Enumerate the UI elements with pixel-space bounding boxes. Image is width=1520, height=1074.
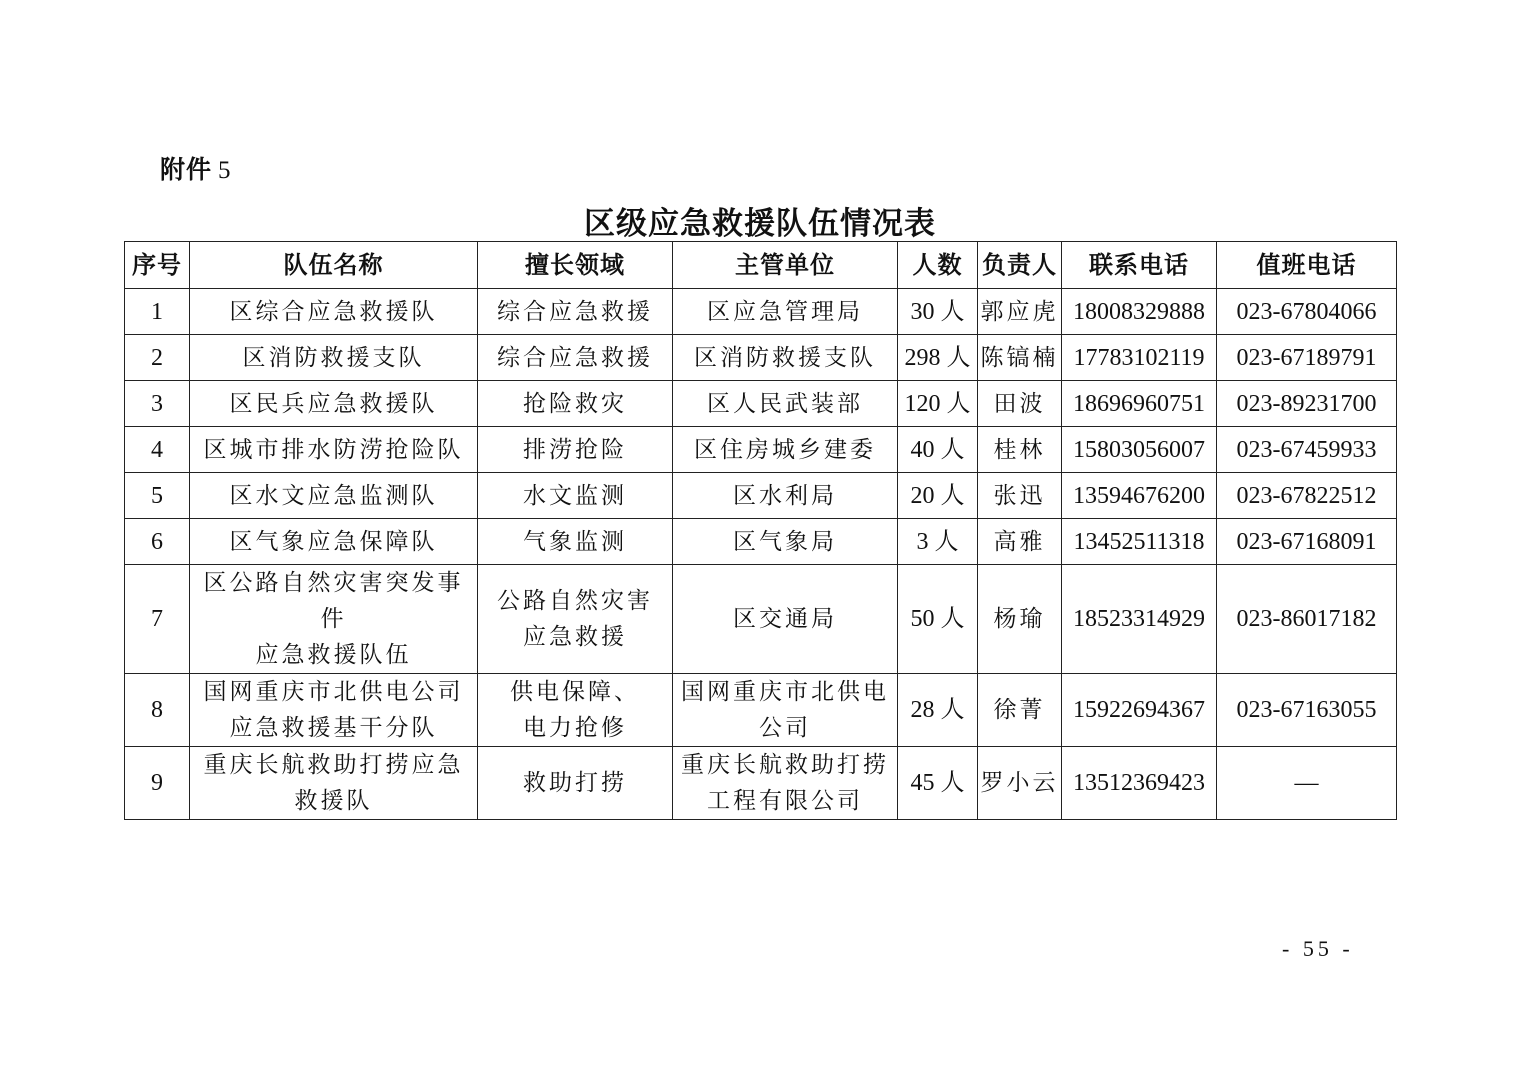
cell-no: 1: [125, 289, 190, 335]
cell-no: 2: [125, 335, 190, 381]
attachment-label-text: 附件: [160, 155, 213, 184]
cell-no: 3: [125, 381, 190, 427]
header-cell-unit: 主管单位: [673, 242, 898, 289]
table-row: [125, 565, 1397, 674]
cell-leader: 高雅: [978, 519, 1062, 565]
cell-team-name: 重庆长航救助打捞应急 救援队: [190, 747, 478, 820]
cell-duty-phone: —: [1217, 747, 1397, 820]
cell-specialty: 救助打捞: [478, 747, 673, 820]
cell-duty-phone: 023-86017182: [1217, 565, 1397, 674]
cell-no: 8: [125, 674, 190, 747]
table-row: [125, 381, 1397, 427]
attachment-label: [160, 150, 232, 186]
header-cell-phone: 联系电话: [1062, 242, 1217, 289]
header-cell-team: 队伍名称: [190, 242, 478, 289]
cell-contact-phone: 18696960751: [1062, 381, 1217, 427]
cell-headcount: 298 人: [898, 335, 978, 381]
cell-team-name: 区民兵应急救援队: [190, 381, 478, 427]
cell-managing-unit: 区住房城乡建委: [673, 427, 898, 473]
page-number: - 55 -: [1282, 936, 1354, 961]
cell-no: 6: [125, 519, 190, 565]
table-title: 区级应急救援队伍情况表: [584, 206, 936, 242]
cell-contact-phone: 15803056007: [1062, 427, 1217, 473]
cell-managing-unit: 区气象局: [673, 519, 898, 565]
cell-contact-phone: 15922694367: [1062, 674, 1217, 747]
cell-leader: 陈镐楠: [978, 335, 1062, 381]
cell-specialty: 供电保障、 电力抢修: [478, 674, 673, 747]
header-cell-leader: 负责人: [978, 242, 1062, 289]
cell-duty-phone: 023-67163055: [1217, 674, 1397, 747]
cell-specialty: 综合应急救援: [478, 289, 673, 335]
table-row: [125, 289, 1397, 335]
cell-managing-unit: 区交通局: [673, 565, 898, 674]
header-cell-duty-phone: 值班电话: [1217, 242, 1397, 289]
cell-leader: 田波: [978, 381, 1062, 427]
cell-team-name: 区综合应急救援队: [190, 289, 478, 335]
cell-leader: 杨瑜: [978, 565, 1062, 674]
cell-headcount: 50 人: [898, 565, 978, 674]
cell-team-name: 区气象应急保障队: [190, 519, 478, 565]
cell-leader: 郭应虎: [978, 289, 1062, 335]
table-row: [125, 335, 1397, 381]
cell-managing-unit: 区水利局: [673, 473, 898, 519]
table-row: [125, 674, 1397, 747]
cell-headcount: 30 人: [898, 289, 978, 335]
cell-duty-phone: 023-67459933: [1217, 427, 1397, 473]
table-body: [125, 289, 1397, 820]
header-cell-field: 擅长领域: [478, 242, 673, 289]
cell-contact-phone: 18523314929: [1062, 565, 1217, 674]
cell-specialty: 水文监测: [478, 473, 673, 519]
cell-specialty: 综合应急救援: [478, 335, 673, 381]
cell-managing-unit: 重庆长航救助打捞 工程有限公司: [673, 747, 898, 820]
cell-headcount: 40 人: [898, 427, 978, 473]
table-row: [125, 473, 1397, 519]
cell-no: 5: [125, 473, 190, 519]
cell-managing-unit: 区消防救援支队: [673, 335, 898, 381]
cell-contact-phone: 13594676200: [1062, 473, 1217, 519]
cell-leader: 张迅: [978, 473, 1062, 519]
header-cell-count: 人数: [898, 242, 978, 289]
cell-headcount: 120 人: [898, 381, 978, 427]
cell-duty-phone: 023-67804066: [1217, 289, 1397, 335]
cell-team-name: 国网重庆市北供电公司 应急救援基干分队: [190, 674, 478, 747]
attachment-number: 5: [218, 157, 232, 184]
cell-contact-phone: 13512369423: [1062, 747, 1217, 820]
cell-headcount: 20 人: [898, 473, 978, 519]
cell-team-name: 区公路自然灾害突发事件 应急救援队伍: [190, 565, 478, 674]
header-cell-no: 序号: [125, 242, 190, 289]
table-header-row: [125, 242, 1397, 289]
cell-duty-phone: 023-67189791: [1217, 335, 1397, 381]
cell-contact-phone: 17783102119: [1062, 335, 1217, 381]
rescue-teams-table: [124, 241, 1397, 820]
cell-duty-phone: 023-67168091: [1217, 519, 1397, 565]
cell-duty-phone: 023-67822512: [1217, 473, 1397, 519]
cell-headcount: 28 人: [898, 674, 978, 747]
cell-managing-unit: 国网重庆市北供电 公司: [673, 674, 898, 747]
cell-specialty: 抢险救灾: [478, 381, 673, 427]
cell-contact-phone: 13452511318: [1062, 519, 1217, 565]
table-row: [125, 747, 1397, 820]
cell-team-name: 区水文应急监测队: [190, 473, 478, 519]
cell-specialty: 公路自然灾害 应急救援: [478, 565, 673, 674]
cell-managing-unit: 区应急管理局: [673, 289, 898, 335]
cell-headcount: 3 人: [898, 519, 978, 565]
cell-specialty: 气象监测: [478, 519, 673, 565]
cell-leader: 桂林: [978, 427, 1062, 473]
cell-leader: 徐菁: [978, 674, 1062, 747]
cell-no: 7: [125, 565, 190, 674]
cell-contact-phone: 18008329888: [1062, 289, 1217, 335]
cell-specialty: 排涝抢险: [478, 427, 673, 473]
table-row: [125, 427, 1397, 473]
cell-managing-unit: 区人民武装部: [673, 381, 898, 427]
table-row: [125, 519, 1397, 565]
cell-headcount: 45 人: [898, 747, 978, 820]
cell-no: 9: [125, 747, 190, 820]
cell-team-name: 区城市排水防涝抢险队: [190, 427, 478, 473]
cell-duty-phone: 023-89231700: [1217, 381, 1397, 427]
cell-leader: 罗小云: [978, 747, 1062, 820]
cell-no: 4: [125, 427, 190, 473]
cell-team-name: 区消防救援支队: [190, 335, 478, 381]
